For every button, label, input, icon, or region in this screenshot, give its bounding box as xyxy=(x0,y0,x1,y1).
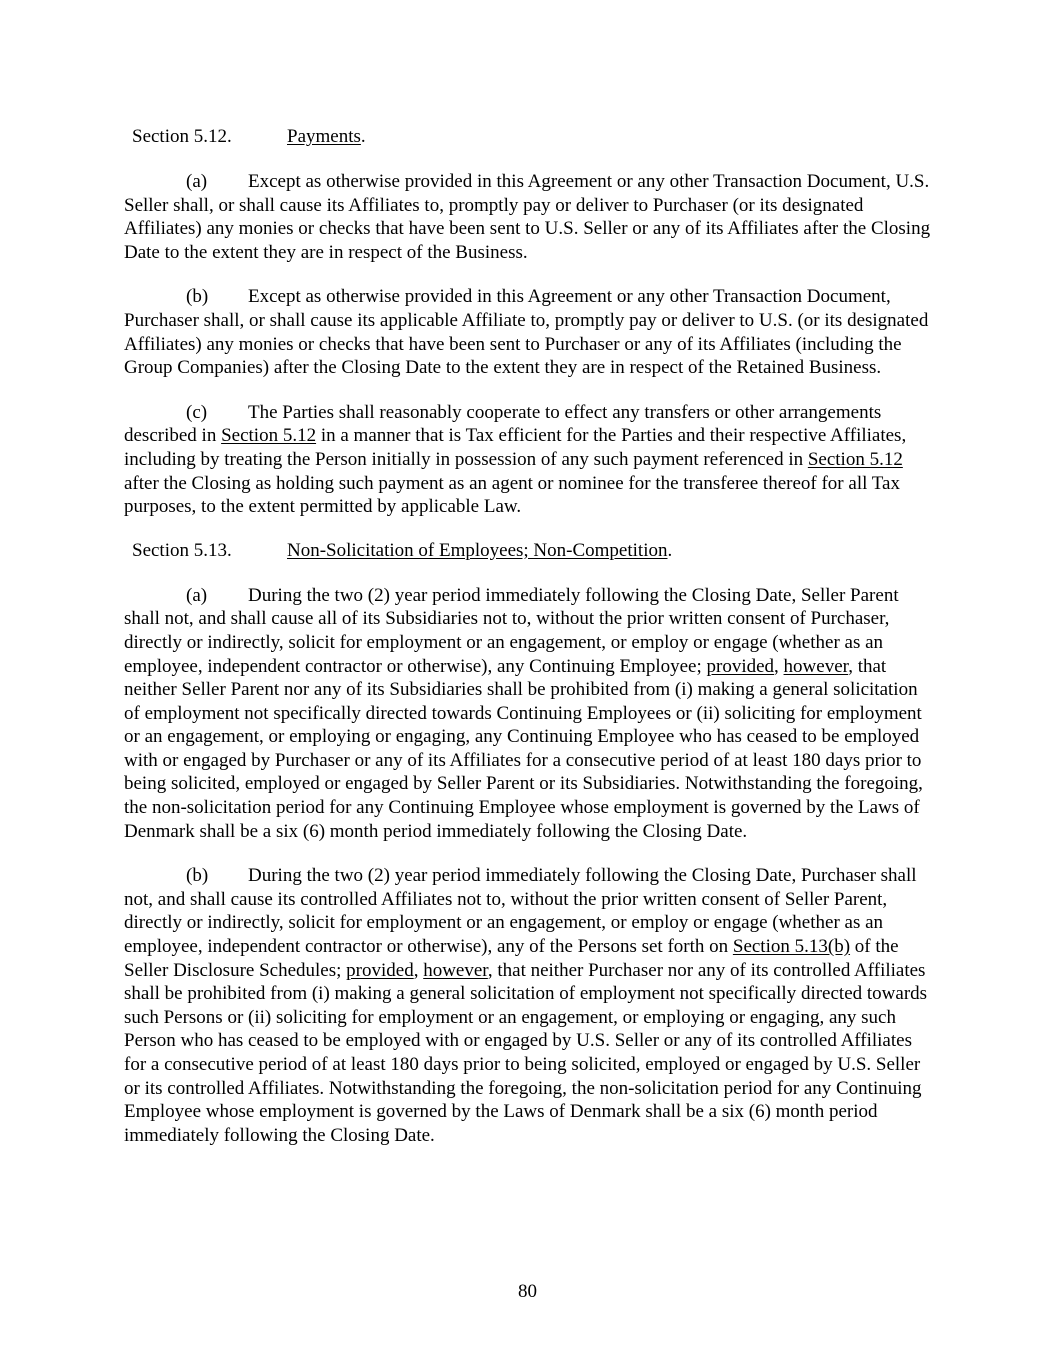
paragraph-5-12-a: (a) Except as otherwise provided in this Agreement or any other Transaction Document, U.S. Seller shall, or shall cause its Affiliates to, promptly pay or deliver to Purchaser (or its designated Affiliates) any monies or checks that have been sent to U.S. Seller or any of its Affiliates after the Closing Date to the extent they are in respect of the Business. xyxy=(124,171,931,263)
paragraph-label: (b) xyxy=(186,286,209,308)
section-title: Non-Solicitation of Employees; Non-Competition xyxy=(287,539,668,561)
paragraph-label: (b) xyxy=(186,865,209,887)
paragraph-5-13-b: (b) During the two (2) year period immediately following the Closing Date, Purchaser shall not, and shall cause its controlled Affiliates not to, without the prior written consent of Seller Parent, directly or indirectly, solicit for employment or an engagement, or employ or engage (whether as an employee, independent contractor or otherwise), any of the Persons set forth on Section 5.13(b) of the Seller Disclosure Schedules; provided, however, that neither Purchaser nor any of its controlled Affiliates shall be prohibited from (i) making a general solicitation of employment not specifically directed towards such Persons or (ii) soliciting for employment or an engagement, or employing or engaging, any such Person who has ceased to be employed with or engaged by U.S. Seller or any of its controlled Affiliates for a consecutive period of at least 180 days prior to being solicited, employed or engaged by U.S. Seller or its controlled Affiliates. Notwithstanding the foregoing, the non-solicitation period for any Continuing Employee whose employment is governed by the Laws of Denmark shall be a six (6) month period immediately following the Closing Date. xyxy=(124,865,928,1146)
paragraph-label: (a) xyxy=(186,584,208,606)
section-heading-5-13: Section 5.13. Non-Solicitation of Employees; Non-Competition. xyxy=(132,539,673,561)
document-page xyxy=(124,126,934,1168)
section-number: Section 5.12. xyxy=(132,126,232,147)
paragraph-label: (a) xyxy=(186,171,208,192)
defined-term: however xyxy=(783,655,849,677)
section-heading-5-12: Section 5.12. Payments. xyxy=(132,126,366,147)
cross-reference: Section 5.12 xyxy=(807,448,903,470)
paragraph-5-13-a: (a) During the two (2) year period immediately following the Closing Date, Seller Parent shall not, and shall cause all of its Subsidiaries not to, without the prior written consent of Purchaser, directly or indirectly, solicit for employment or an engagement, or employ or engage (whether as an employee, independent contractor or otherwise), any Continuing Employee; provided, however, that neither Seller Parent nor any of its Subsidiaries shall be prohibited from (i) making a general solicitation of employment not specifically directed towards Continuing Employees or (ii) soliciting for employment or an engagement, or employing or engaging, any Continuing Employee who has ceased to be employed with or engaged by Purchaser or any of its Affiliates for a consecutive period of at least 180 days prior to being solicited, employed or engaged by Seller Parent or its Subsidiaries. Notwithstanding the foregoing, the non-solicitation period for any Continuing Employee whose employment is governed by the Laws of Denmark shall be a six (6) month period immediately following the Closing Date. xyxy=(124,584,923,842)
section-title: Payments xyxy=(287,126,361,147)
defined-term: provided xyxy=(706,655,775,677)
page-number: 80 xyxy=(518,1281,537,1302)
defined-term: provided xyxy=(346,959,414,981)
paragraph-5-12-c: (c) The Parties shall reasonably cooperate to effect any transfers or other arrangements described in Section 5.12 in a manner that is Tax efficient for the Parties and their respective Affiliates, including by treating the Person initially in possession of any such payment referenced in Section 5.12 after the Closing as holding such payment as an agent or nominee for the transferee thereof for all Tax purposes, to the extent permitted by applicable Law. xyxy=(124,401,907,518)
paragraph-label: (c) xyxy=(186,401,208,423)
cross-reference: Section 5.12 xyxy=(221,425,317,447)
cross-reference: Section 5.13(b) xyxy=(732,936,851,958)
paragraph-5-12-b: (b) Except as otherwise provided in this Agreement or any other Transaction Document, Purchaser shall, or shall cause its applicable Affiliate to, promptly pay or deliver to U.S. (or its designated Affiliates) any monies or checks that have been sent to Purchaser or any of its Affiliates (including the Group Companies) after the Closing Date to the extent they are in respect of the Retained Business. xyxy=(124,286,929,379)
defined-term: however xyxy=(423,959,488,981)
section-number: Section 5.13. xyxy=(132,539,232,561)
